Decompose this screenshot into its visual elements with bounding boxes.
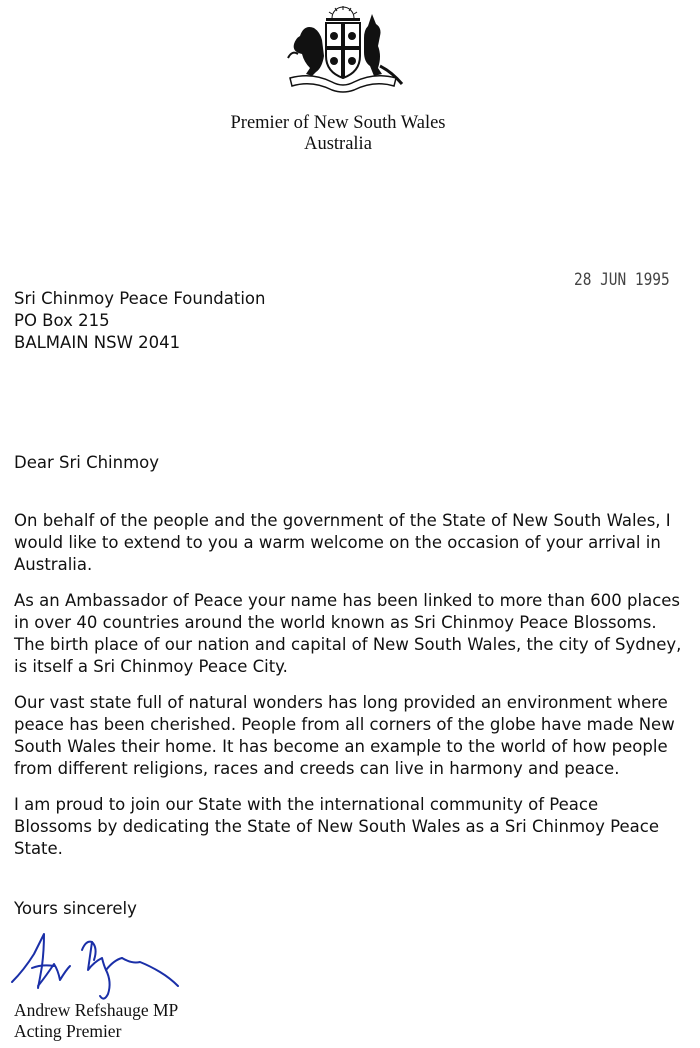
nsw-coat-of-arms-icon [282,6,404,94]
paragraph-line: I am proud to join our State with the international community of Peace [14,795,599,814]
paragraph-line: peace has been cherished. People from all corners of the globe have made New [14,715,675,734]
recipient-line: BALMAIN NSW 2041 [14,333,181,352]
paragraph-line: As an Ambassador of Peace your name has been linked to more than 600 places [14,591,681,610]
paragraph-line: in over 40 countries around the world known as Sri Chinmoy Peace Blossoms. [14,613,657,632]
letterhead-country: Australia [304,134,372,154]
paragraph-state [14,692,694,780]
paragraph-line: from different religions, races and creeds can live in harmony and peace. [14,759,620,778]
recipient-line: Sri Chinmoy Peace Foundation [14,289,266,308]
signatory-block [14,1000,694,1042]
paragraph-line: would like to extend to you a warm welcome on the occasion of your arrival in [14,533,661,552]
recipient-line: PO Box 215 [14,311,110,330]
paragraph-dedication [14,794,694,860]
paragraph-line: Our vast state full of natural wonders has long provided an environment where [14,693,668,712]
paragraph-line: is itself a Sri Chinmoy Peace City. [14,657,288,676]
handwritten-signature [10,920,180,1010]
recipient-address [14,288,694,354]
paragraph-line: South Wales their home. It has become an example to the world of how people [14,737,668,756]
signatory-title: Acting Premier [14,1021,122,1041]
paragraph-line: The birth place of our nation and capital of New South Wales, the city of Sydney, [14,635,682,654]
letterhead-title: Premier of New South Wales [230,113,446,133]
closing: Yours sincerely [14,899,137,918]
signatory-name: Andrew Refshauge MP [14,1000,179,1020]
paragraph-ambassador [14,590,694,678]
paragraph-welcome [14,510,694,576]
paragraph-line: On behalf of the people and the government of the State of New South Wales, I [14,511,671,530]
date-stamp: 28 JUN 1995 [574,270,670,290]
paragraph-line: State. [14,839,63,858]
paragraph-line: Australia. [14,555,93,574]
salutation: Dear Sri Chinmoy [14,453,160,472]
paragraph-line: Blossoms by dedicating the State of New South Wales as a Sri Chinmoy Peace [14,817,659,836]
